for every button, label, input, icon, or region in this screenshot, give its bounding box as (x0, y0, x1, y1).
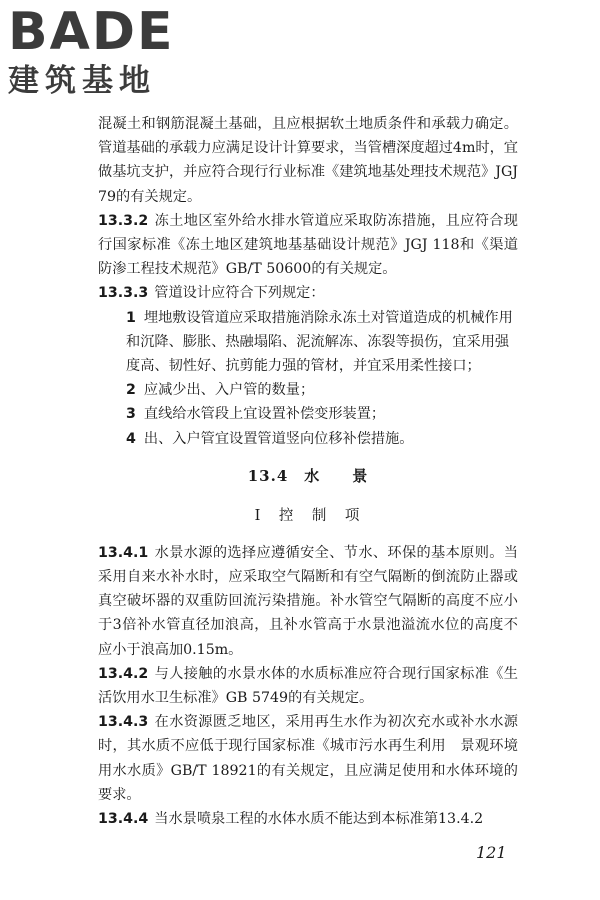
logo-subtitle: 建筑基地 (8, 63, 156, 99)
clause-13-4-4 (98, 807, 518, 831)
clause-text: 水景水源的选择应遵循安全、节水、环保的基本原则。当采用自来水补水时，应采取空气隔断和有空气隔断的倒流防止器或真空破坏器的双重防回流污染措施。补水管空气隔断的高度不应小于3倍补水管直径加浪高，且补水管高于水景池溢流水位的高度不应小于浪高加0.15m。 (98, 544, 518, 658)
clause-number: 13.3.2 (98, 212, 149, 229)
clause-text: 在水资源匮乏地区，采用再生水作为初次充水或补水水源时，其水质不应低于现行国家标准《城市污水再生利用 景观环境用水水质》GB/T 18921的有关规定，且应满足使用和水体环境的要求。 (98, 714, 518, 803)
item-number: 4 (126, 430, 136, 447)
clause-text: 与人接触的水景水体的水质标准应符合现行国家标准《生活饮用水卫生标准》GB 5749的有关规定。 (98, 665, 518, 707)
item-text: 应减少出、入户管的数量； (143, 382, 315, 399)
clause-13-4-1 (98, 541, 518, 662)
logo-mark: BADE (8, 2, 175, 62)
item-text: 埋地敷设管道应采取措施消除永冻土对管道造成的机械作用和沉降、膨胀、热融塌陷、泥流解冻、冻裂等损伤，宜采用强度高、韧性好、抗剪能力强的管材，并宜采用柔性接口； (126, 309, 513, 375)
clause-text: 当水景喷泉工程的水体水质不能达到本标准第13.4.2 (154, 811, 484, 828)
item-text: 出、入户管宜设置管道竖向位移补偿措施。 (143, 430, 414, 447)
section-title: 13.4 水 景 (247, 466, 369, 485)
clause-number: 13.4.3 (98, 714, 149, 731)
item-text: 直线给水管段上宜设置补偿变形装置； (143, 406, 386, 423)
clause-number: 13.3.3 (98, 285, 149, 302)
item-number: 3 (126, 406, 136, 423)
clause-13-3-2 (98, 209, 518, 282)
item-number: 1 (126, 309, 136, 326)
clause-text: 冻土地区室外给水排水管道应采取防冻措施，且应符合现行国家标准《冻土地区建筑地基基础设计规范》JGJ 118和《渠道防渗工程技术规范》GB/T 50600的有关规定。 (98, 212, 518, 278)
list-item (98, 427, 518, 451)
clause-number: 13.4.4 (98, 811, 149, 828)
clause-text: 管道设计应符合下列规定： (154, 285, 325, 302)
item-number: 2 (126, 382, 136, 399)
continued-paragraph: 混凝土和钢筋混凝土基础，且应根据软土地质条件和承载力确定。管道基础的承载力应满足设计计算要求，当管槽深度超过4m时，宜做基坑支护，并应符合现行行业标准《建筑地基处理技术规范》JGJ 79的有关规定。 (98, 116, 518, 205)
clause-13-4-2 (98, 662, 518, 710)
clause-13-4-3 (98, 710, 518, 807)
clause-number: 13.4.1 (98, 544, 149, 561)
list-item (98, 306, 518, 379)
bade-logo (8, 2, 188, 102)
page-number: 121 (476, 843, 507, 862)
list-item (98, 378, 518, 402)
clause-13-3-3 (98, 281, 518, 305)
list-item (98, 402, 518, 426)
clause-number: 13.4.2 (98, 665, 149, 682)
document-body (98, 112, 518, 831)
section-subtitle: Ⅰ 控 制 项 (254, 507, 362, 524)
